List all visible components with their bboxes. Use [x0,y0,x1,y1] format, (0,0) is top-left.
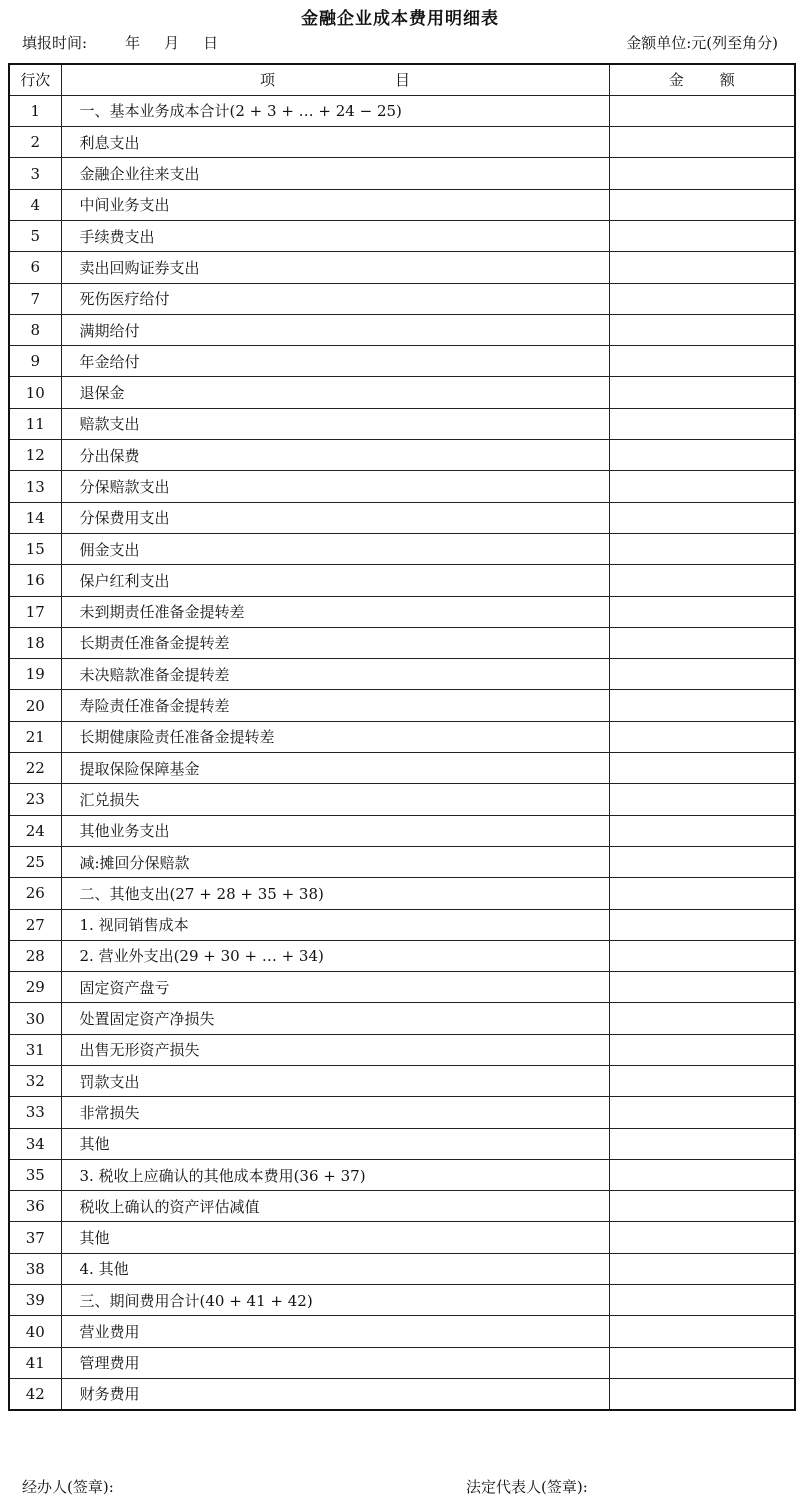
row-item: 其他 [61,1128,609,1159]
row-number: 21 [9,721,61,752]
row-item: 手续费支出 [61,220,609,251]
row-number: 40 [9,1316,61,1347]
row-amount-cell[interactable] [609,220,795,251]
row-number: 8 [9,314,61,345]
row-number: 3 [9,158,61,189]
row-number: 41 [9,1347,61,1378]
row-number: 30 [9,1003,61,1034]
table-row [9,878,795,909]
month-label: 月 [164,34,180,52]
row-item: 1. 视同销售成本 [61,909,609,940]
row-item: 减:摊回分保赔款 [61,846,609,877]
row-item: 长期责任准备金提转差 [61,627,609,658]
row-number: 25 [9,846,61,877]
row-amount-cell[interactable] [609,1378,795,1409]
row-item: 赔款支出 [61,408,609,439]
table-row [9,158,795,189]
row-number: 38 [9,1253,61,1284]
row-number: 16 [9,565,61,596]
row-item: 出售无形资产损失 [61,1034,609,1065]
row-amount-cell[interactable] [609,1066,795,1097]
row-amount-cell[interactable] [609,690,795,721]
row-number: 4 [9,189,61,220]
row-item: 佣金支出 [61,533,609,564]
row-item: 长期健康险责任准备金提转差 [61,721,609,752]
row-number: 14 [9,502,61,533]
row-item: 退保金 [61,377,609,408]
row-amount-cell[interactable] [609,878,795,909]
row-amount-cell[interactable] [609,1097,795,1128]
row-amount-cell[interactable] [609,659,795,690]
row-item: 固定资产盘亏 [61,972,609,1003]
row-item: 汇兑损失 [61,784,609,815]
table-row [9,533,795,564]
row-item: 分出保费 [61,440,609,471]
row-amount-cell[interactable] [609,565,795,596]
table-row [9,690,795,721]
row-item: 财务费用 [61,1378,609,1409]
column-header-item-a: 项 [259,71,275,90]
row-item: 一、基本业务成本合计(2 + 3 + … + 24 − 25) [61,95,609,126]
table-header-row [9,64,795,95]
fill-time-label: 填报时间: [22,34,88,52]
row-amount-cell[interactable] [609,815,795,846]
table-row [9,95,795,126]
table-row [9,659,795,690]
table-row [9,1347,795,1378]
table-row [9,502,795,533]
row-amount-cell[interactable] [609,95,795,126]
row-number: 6 [9,252,61,283]
row-amount-cell[interactable] [609,1222,795,1253]
table-row [9,1191,795,1222]
table-row [9,189,795,220]
row-amount-cell[interactable] [609,753,795,784]
form-title: 金融企业成本费用明细表 [301,9,499,29]
table-row [9,721,795,752]
table-row [9,1003,795,1034]
row-amount-cell[interactable] [609,1191,795,1222]
table-row [9,1159,795,1190]
row-number: 23 [9,784,61,815]
row-number: 42 [9,1378,61,1409]
table-row [9,784,795,815]
row-amount-cell[interactable] [609,346,795,377]
row-item: 营业费用 [61,1316,609,1347]
row-number: 22 [9,753,61,784]
row-number: 24 [9,815,61,846]
row-number: 32 [9,1066,61,1097]
row-item: 利息支出 [61,127,609,158]
row-item: 处置固定资产净损失 [61,1003,609,1034]
row-amount-cell[interactable] [609,314,795,345]
table-row [9,815,795,846]
row-number: 13 [9,471,61,502]
table-row [9,1316,795,1347]
table-row [9,627,795,658]
row-amount-cell[interactable] [609,784,795,815]
row-item: 3. 税收上应确认的其他成本费用(36 + 37) [61,1159,609,1190]
row-item: 税收上确认的资产评估减值 [61,1191,609,1222]
row-amount-cell[interactable] [609,502,795,533]
table-row [9,346,795,377]
table-row [9,1034,795,1065]
column-header-item-b: 目 [395,71,411,90]
table-row [9,377,795,408]
table-row [9,1066,795,1097]
row-amount-cell[interactable] [609,972,795,1003]
row-item: 中间业务支出 [61,189,609,220]
handler-signature: 经办人(签章): [22,1478,114,1496]
row-amount-cell[interactable] [609,158,795,189]
row-number: 37 [9,1222,61,1253]
row-item: 保户红利支出 [61,565,609,596]
cost-detail-table [8,63,796,1411]
row-item: 管理费用 [61,1347,609,1378]
row-number: 20 [9,690,61,721]
row-number: 11 [9,408,61,439]
table-row [9,1378,795,1409]
row-amount-cell[interactable] [609,909,795,940]
row-amount-cell[interactable] [609,1285,795,1316]
row-item: 分保赔款支出 [61,471,609,502]
row-amount-cell[interactable] [609,252,795,283]
row-number: 7 [9,283,61,314]
row-number: 27 [9,909,61,940]
row-amount-cell[interactable] [609,377,795,408]
row-number: 19 [9,659,61,690]
table-row [9,1222,795,1253]
table-row [9,1253,795,1284]
row-number: 5 [9,220,61,251]
table-row [9,471,795,502]
year-label: 年 [125,34,141,52]
row-item: 非常损失 [61,1097,609,1128]
row-amount-cell[interactable] [609,1128,795,1159]
row-number: 28 [9,940,61,971]
row-amount-cell[interactable] [609,1034,795,1065]
row-amount-cell[interactable] [609,1316,795,1347]
table-row [9,127,795,158]
table-row [9,408,795,439]
row-item: 满期给付 [61,314,609,345]
row-item: 金融企业往来支出 [61,158,609,189]
row-amount-cell[interactable] [609,189,795,220]
row-item: 分保费用支出 [61,502,609,533]
row-number: 1 [9,95,61,126]
column-header-amount-a: 金 [668,71,684,90]
row-item: 年金给付 [61,346,609,377]
row-number: 12 [9,440,61,471]
table-row [9,440,795,471]
row-number: 35 [9,1159,61,1190]
row-number: 29 [9,972,61,1003]
row-number: 18 [9,627,61,658]
column-header-amount [609,64,795,95]
row-number: 2 [9,127,61,158]
day-label: 日 [203,34,219,52]
row-number: 9 [9,346,61,377]
row-amount-cell[interactable] [609,408,795,439]
row-amount-cell[interactable] [609,1003,795,1034]
row-number: 10 [9,377,61,408]
table-row [9,1285,795,1316]
table-row [9,1097,795,1128]
row-number: 26 [9,878,61,909]
row-item: 其他业务支出 [61,815,609,846]
table-row [9,283,795,314]
row-number: 39 [9,1285,61,1316]
table-row [9,314,795,345]
table-row [9,940,795,971]
row-amount-cell[interactable] [609,440,795,471]
row-amount-cell[interactable] [609,940,795,971]
row-amount-cell[interactable] [609,627,795,658]
amount-unit: 金额单位:元(列至角分) [626,34,778,52]
row-item: 寿险责任准备金提转差 [61,690,609,721]
row-amount-cell[interactable] [609,127,795,158]
row-number: 17 [9,596,61,627]
row-item: 4. 其他 [61,1253,609,1284]
column-header-amount-b: 额 [719,71,735,90]
row-amount-cell[interactable] [609,721,795,752]
row-number: 34 [9,1128,61,1159]
row-item: 卖出回购证券支出 [61,252,609,283]
row-item: 未到期责任准备金提转差 [61,596,609,627]
table-row [9,565,795,596]
table-row [9,596,795,627]
row-amount-cell[interactable] [609,283,795,314]
row-amount-cell[interactable] [609,533,795,564]
row-number: 36 [9,1191,61,1222]
row-amount-cell[interactable] [609,1253,795,1284]
table-row [9,846,795,877]
row-number: 15 [9,533,61,564]
row-amount-cell[interactable] [609,1159,795,1190]
row-item: 其他 [61,1222,609,1253]
table-row [9,1128,795,1159]
table-row [9,753,795,784]
column-header-item [61,64,609,95]
row-amount-cell[interactable] [609,846,795,877]
row-item: 罚款支出 [61,1066,609,1097]
column-header-row-no: 行次 [9,64,61,95]
table-row [9,972,795,1003]
row-item: 提取保险保障基金 [61,753,609,784]
legal-representative-signature: 法定代表人(签章): [466,1478,588,1496]
row-amount-cell[interactable] [609,596,795,627]
row-item: 三、期间费用合计(40 + 41 + 42) [61,1285,609,1316]
row-amount-cell[interactable] [609,1347,795,1378]
row-item: 未决赔款准备金提转差 [61,659,609,690]
fill-time-line [22,32,218,53]
table-row [9,220,795,251]
row-item: 二、其他支出(27 + 28 + 35 + 38) [61,878,609,909]
row-number: 31 [9,1034,61,1065]
row-item: 死伤医疗给付 [61,283,609,314]
table-row [9,909,795,940]
row-item: 2. 营业外支出(29 + 30 + … + 34) [61,940,609,971]
row-amount-cell[interactable] [609,471,795,502]
row-number: 33 [9,1097,61,1128]
table-row [9,252,795,283]
